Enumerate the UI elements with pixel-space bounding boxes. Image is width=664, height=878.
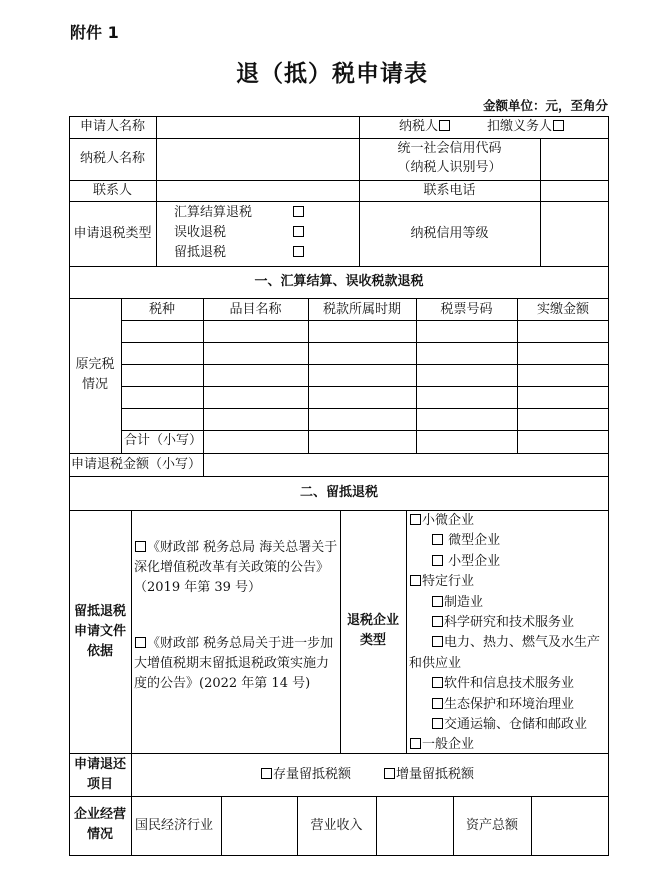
form-title: 退（抵）税申请表: [236, 61, 428, 87]
operation-label-line1: 企业经营: [73, 807, 126, 822]
column-tax-period: 税款所属时期: [322, 302, 401, 317]
original-tax-label-line1: 原完税: [75, 357, 115, 372]
increment-credit-option[interactable]: 增量留抵税额: [383, 767, 474, 783]
checkbox-icon: [410, 738, 421, 749]
checkbox-icon: [432, 534, 443, 545]
section2-heading: 二、留抵退税: [299, 485, 378, 500]
enterprise-type-label-line1: 退税企业: [346, 613, 399, 628]
refund-type-overpaid[interactable]: 误收退税: [174, 225, 227, 240]
enterprise-type-option[interactable]: 软件和信息技术服务业: [431, 676, 574, 692]
checkbox-icon[interactable]: [292, 245, 305, 261]
refund-item-label-line1: 申请退还: [73, 757, 126, 772]
credit-code-label-line2: （纳税人识别号）: [397, 160, 502, 175]
column-tax-type: 税种: [148, 302, 175, 317]
assets-label: 资产总额: [465, 818, 518, 833]
enterprise-type-option[interactable]: 小型企业: [431, 554, 500, 570]
taxpayer-option[interactable]: 纳税人: [399, 119, 451, 135]
refund-type-label: 申请退税类型: [73, 226, 152, 241]
refund-type-credit[interactable]: 留抵退税: [174, 245, 227, 260]
subtotal-label: 合计（小写）: [124, 433, 203, 448]
enterprise-type-option[interactable]: 科学研究和技术服务业: [431, 615, 574, 631]
revenue-label: 营业收入: [310, 818, 363, 833]
phone-label: 联系电话: [423, 183, 476, 198]
refund-amount-label: 申请退税金额（小写）: [71, 457, 202, 472]
stock-credit-option[interactable]: 存量留抵税额: [260, 767, 351, 783]
credit-code-label-line1: 统一社会信用代码: [397, 141, 502, 156]
basis-label-line1: 留抵退税: [73, 604, 126, 619]
checkbox-icon: [553, 120, 564, 131]
checkbox-icon: [432, 677, 443, 688]
checkbox-icon[interactable]: [292, 205, 305, 221]
withholder-option[interactable]: 扣缴义务人: [487, 119, 565, 135]
credit-rating-label: 纳税信用等级: [410, 226, 489, 241]
checkbox-icon: [432, 636, 443, 647]
checkbox-icon: [432, 616, 443, 627]
enterprise-type-option[interactable]: 特定行业: [409, 574, 474, 590]
basis-label-line2: 申请文件: [73, 624, 126, 639]
refund-application-form: [69, 116, 609, 856]
original-tax-label-line2: 情况: [81, 377, 108, 392]
operation-label-line2: 情况: [86, 827, 113, 842]
enterprise-type-option[interactable]: 一般企业: [409, 737, 474, 753]
taxpayer-name-label: 纳税人名称: [79, 151, 145, 166]
enterprise-type-option[interactable]: 生态保护和环境治理业: [431, 697, 574, 713]
column-paid-amount: 实缴金额: [536, 302, 589, 317]
basis-label-line3: 依据: [86, 644, 113, 659]
enterprise-type-option[interactable]: 微型企业: [431, 533, 500, 549]
amount-unit-note: 金额单位：元，至角分: [482, 98, 608, 113]
enterprise-type-option[interactable]: 制造业: [431, 595, 483, 611]
enterprise-type-option[interactable]: 交通运输、仓储和邮政业: [431, 717, 587, 733]
checkbox-icon: [410, 514, 421, 525]
applicant-name-label: 申请人名称: [79, 119, 145, 134]
column-item-name: 品目名称: [229, 302, 282, 317]
refund-type-settlement[interactable]: 汇算结算退税: [174, 205, 253, 220]
checkbox-icon: [135, 541, 146, 552]
refund-item-label-line2: 项目: [86, 777, 113, 792]
column-ticket-number: 税票号码: [440, 302, 493, 317]
section1-heading: 一、汇算结算、误收税款退税: [254, 274, 424, 289]
checkbox-icon: [432, 555, 443, 566]
contact-label: 联系人: [92, 183, 132, 198]
checkbox-icon: [410, 575, 421, 586]
checkbox-icon: [384, 768, 395, 779]
enterprise-type-option[interactable]: 电力、热力、燃气及水生产: [431, 635, 600, 651]
checkbox-icon: [432, 698, 443, 709]
checkbox-icon: [261, 768, 272, 779]
industry-label: 国民经济行业: [135, 818, 214, 833]
checkbox-icon: [439, 120, 450, 131]
enterprise-type-option: 和供应业: [409, 655, 462, 671]
checkbox-icon: [135, 637, 146, 648]
attachment-label: 附件 1: [70, 23, 119, 42]
checkbox-icon: [432, 596, 443, 607]
policy-option-2022-14[interactable]: 《财政部 税务总局关于进一步加大增值税期末留抵退税政策实施力度的公告》(2022 年第 14 号): [134, 636, 334, 691]
checkbox-icon: [432, 718, 443, 729]
checkbox-icon[interactable]: [292, 225, 305, 241]
enterprise-type-option[interactable]: 小微企业: [409, 513, 474, 529]
policy-option-2019-39[interactable]: 《财政部 税务总局 海关总署关于深化增值税改革有关政策的公告》（2019 年第 39 号）: [134, 540, 338, 595]
enterprise-type-label-line2: 类型: [359, 633, 386, 648]
